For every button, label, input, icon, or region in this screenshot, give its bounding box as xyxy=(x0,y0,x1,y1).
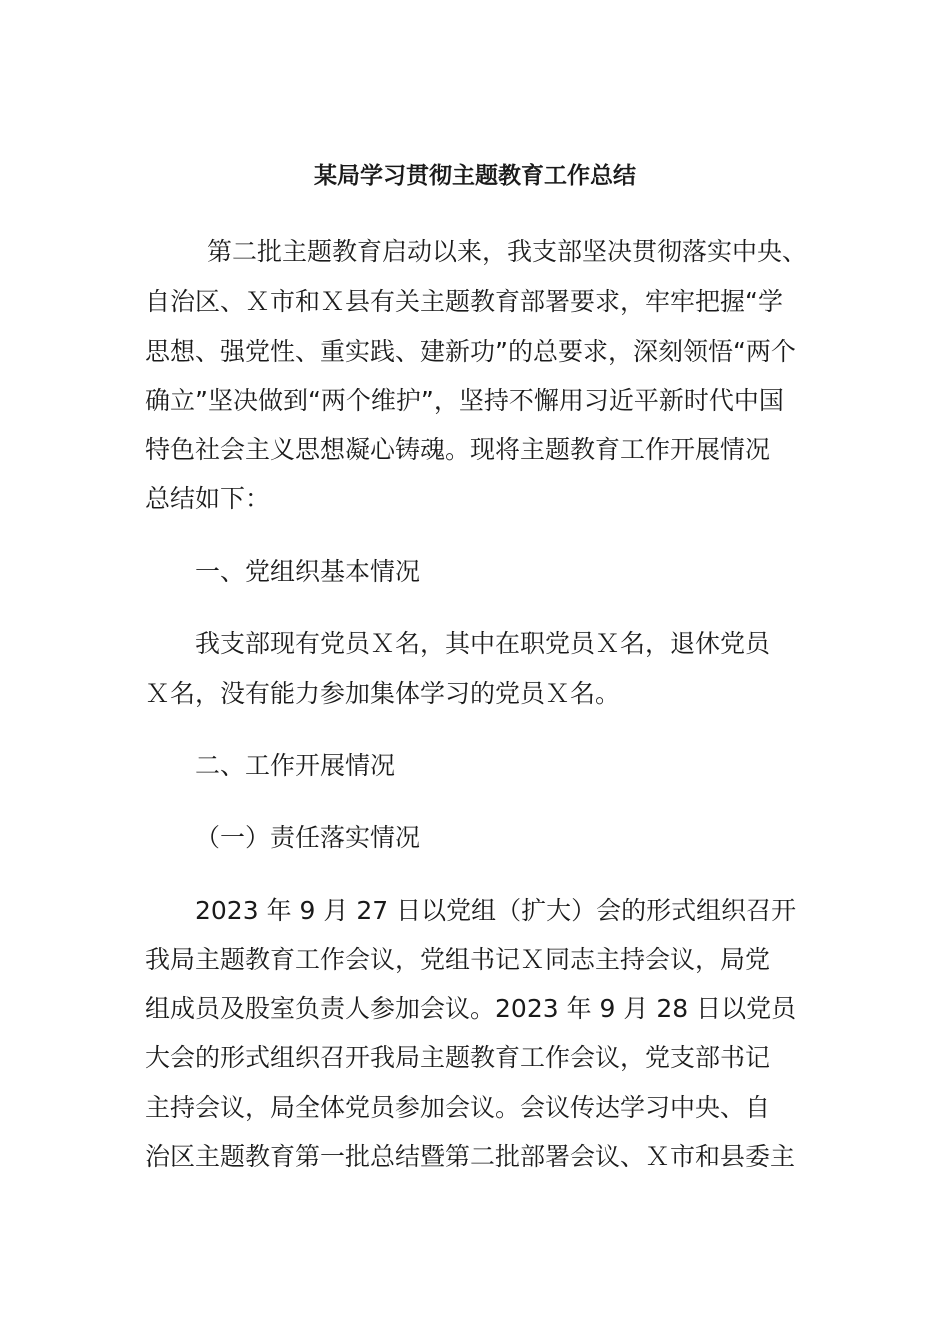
subsection1-line: 我局主题教育工作会议，党组书记Ｘ同志主持会议，局党 xyxy=(145,945,771,974)
intro-line: 特色社会主义思想凝心铸魂。现将主题教育工作开展情况 xyxy=(145,435,771,464)
intro-line: 思想、强党性、重实践、建新功”的总要求，深刻领悟“两个 xyxy=(145,337,796,366)
subsection1-line: 主持会议，局全体党员参加会议。会议传达学习中央、自 xyxy=(145,1093,771,1122)
intro-line: 总结如下： xyxy=(145,484,271,513)
subsection1-line: 2023 年 9 月 27 日以党组（扩大）会的形式组织召开 xyxy=(195,896,797,925)
section1-line: 我支部现有党员Ｘ名，其中在职党员Ｘ名，退休党员 xyxy=(195,629,771,658)
intro-line: 自治区、Ｘ市和Ｘ县有关主题教育部署要求，牢牢把握“学 xyxy=(145,287,783,316)
subsection-heading-1: （一）责任落实情况 xyxy=(195,823,421,852)
section-heading-1: 一、党组织基本情况 xyxy=(195,557,421,586)
intro-line: 第二批主题教育启动以来，我支部坚决贯彻落实中央、 xyxy=(207,237,808,266)
subsection1-line: 组成员及股室负责人参加会议。2023 年 9 月 28 日以党员 xyxy=(145,994,797,1023)
document-title: 某局学习贯彻主题教育工作总结 xyxy=(314,163,636,189)
section-heading-2: 二、工作开展情况 xyxy=(195,751,396,780)
subsection1-line: 大会的形式组织召开我局主题教育工作会议，党支部书记 xyxy=(145,1043,771,1072)
intro-line: 确立”坚决做到“两个维护”，坚持不懈用习近平新时代中国 xyxy=(145,386,784,415)
section1-line: Ｘ名，没有能力参加集体学习的党员Ｘ名。 xyxy=(145,679,621,708)
subsection1-line: 治区主题教育第一批总结暨第二批部署会议、Ｘ市和县委主 xyxy=(145,1142,796,1171)
